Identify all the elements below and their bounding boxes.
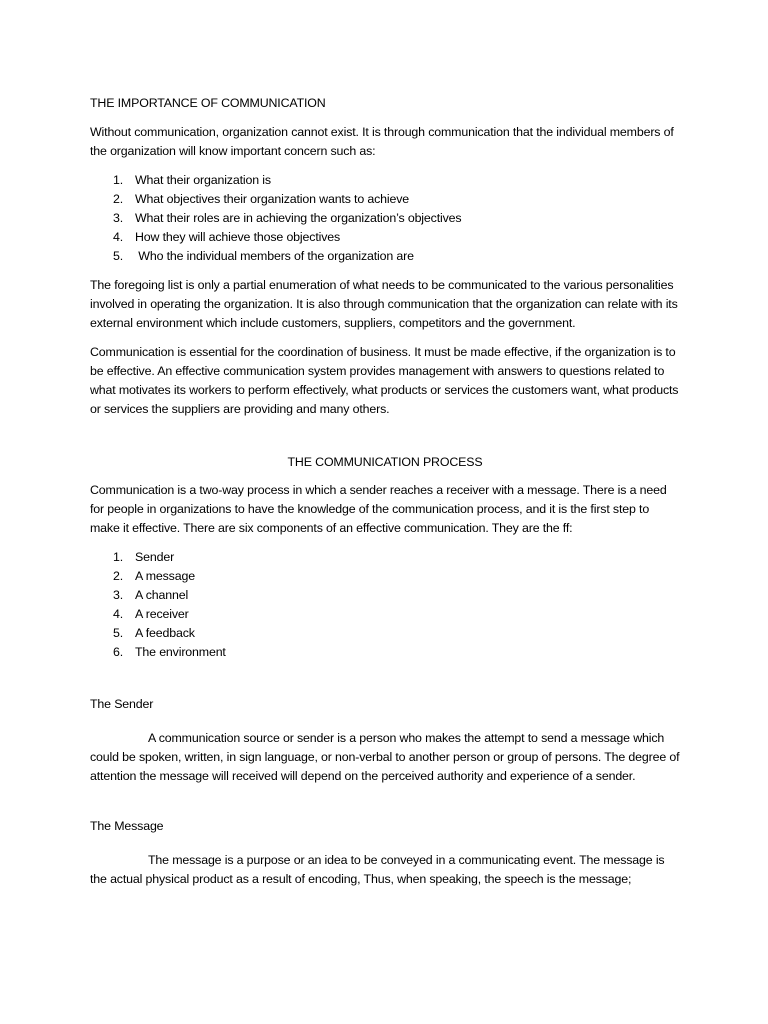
list-item [90,247,680,266]
list-item [90,171,680,190]
list-text: What their roles are in achieving the organization’s objectives [135,211,462,225]
list-text: A message [135,569,195,583]
list-item [90,548,680,567]
list-number: 6. [113,645,124,659]
list-item [90,624,680,643]
concerns-list [90,171,680,266]
list-item [90,228,680,247]
foregoing-paragraph: The foregoing list is only a partial enumeration of what needs to be communicated to the various personalities involved in operating the organization. It is also through communication that the organization can relate with its external environment which include customers, suppliers, competitors and the government. [90,278,678,330]
list-text: The environment [135,645,226,659]
process-title: THE COMMUNICATION PROCESS [287,455,483,469]
list-number: 4. [113,230,124,244]
list-number: 5. [113,626,124,640]
list-text: How they will achieve those objectives [135,230,341,244]
process-intro-paragraph: Communication is a two-way process in which a sender reaches a receiver with a message. There is a need for people in organizations to have the knowledge of the communication process, and it is the first step to make it effective. There are six components of an effective communication. They are the ff: [90,483,667,535]
list-text: A channel [135,588,189,602]
list-item [90,586,680,605]
list-number: 5. [113,249,124,263]
intro-paragraph: Without communication, organization cannot exist. It is through communication that the individual members of the organization will know important concern such as: [90,125,674,158]
list-text: A feedback [135,626,195,640]
list-number: 2. [113,569,124,583]
list-number: 4. [113,607,124,621]
list-number: 3. [113,211,124,225]
list-text: What their organization is [135,173,271,187]
document-content [90,94,680,899]
message-heading: The Message [90,819,164,833]
document-title: THE IMPORTANCE OF COMMUNICATION [90,96,326,110]
list-text: Sender [135,550,175,564]
sender-heading: The Sender [90,697,154,711]
list-item [90,209,680,228]
list-item [90,190,680,209]
list-number: 3. [113,588,124,602]
list-item [90,605,680,624]
sender-paragraph: A communication source or sender is a person who makes the attempt to send a message which could be spoken, written, in sign language, or non-verbal to another person or group of persons. The degree of attention the message will received will depend on the perceived authority and experience of a sender. [90,731,680,783]
components-list [90,548,680,662]
list-number: 1. [113,550,124,564]
list-text: A receiver [135,607,189,621]
list-number: 1. [113,173,124,187]
list-item [90,567,680,586]
list-text: Who the individual members of the organization are [135,249,414,263]
message-paragraph: The message is a purpose or an idea to be conveyed in a communicating event. The message is the actual physical product as a result of encoding, Thus, when speaking, the speech is the message; [90,853,665,886]
list-text: What objectives their organization wants to achieve [135,192,410,206]
essential-paragraph: Communication is essential for the coordination of business. It must be made effective, if the organization is to be effective. An effective communication system provides management with answers to questions related to what motivates its workers to perform effectively, what products or services the customers want, what products or services the suppliers are providing and many others. [90,345,679,416]
list-item [90,643,680,662]
list-number: 2. [113,192,124,206]
